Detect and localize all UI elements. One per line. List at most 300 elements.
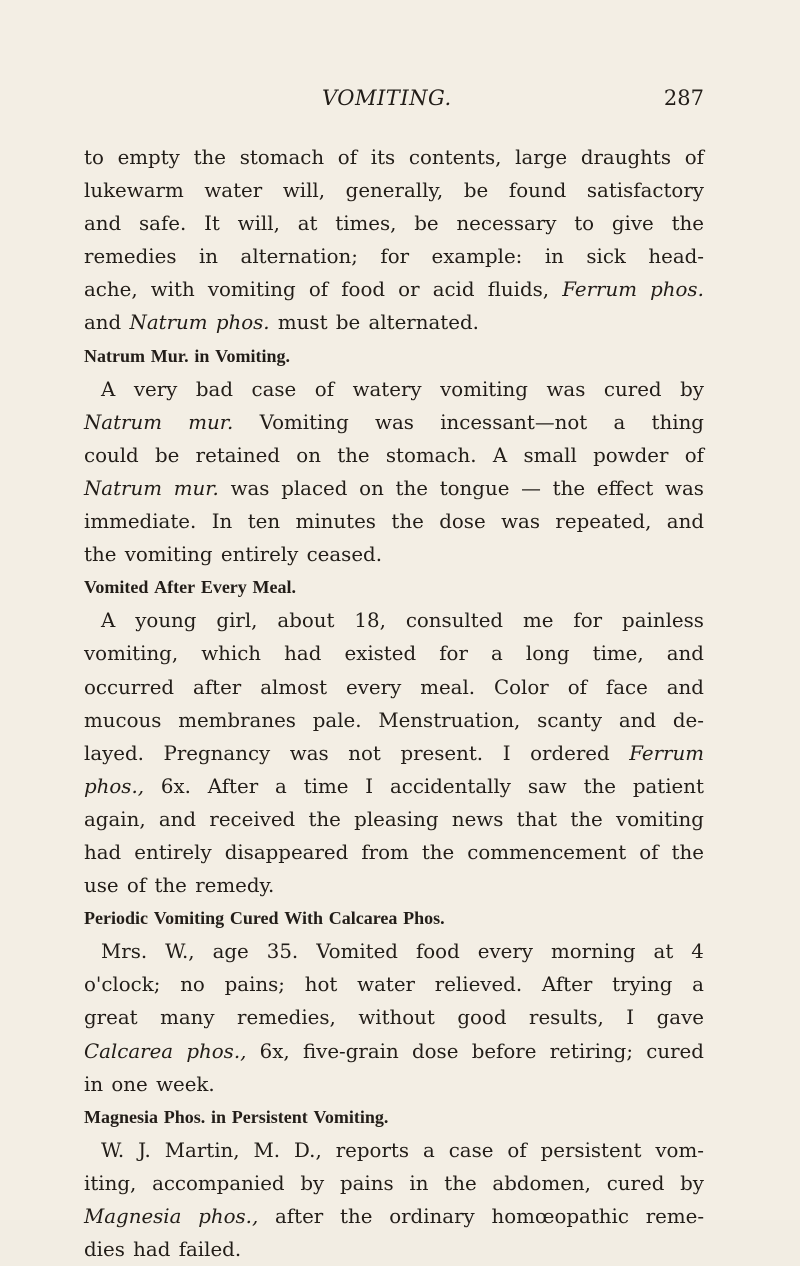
word: scanty	[537, 708, 603, 732]
word: a	[692, 973, 704, 997]
word: week.	[156, 1072, 215, 1096]
text-line	[84, 306, 704, 339]
word: young	[135, 609, 197, 633]
running-title: VOMITING.	[322, 86, 452, 110]
word: great	[84, 1006, 138, 1030]
word: phos.	[650, 278, 704, 302]
word: necessary	[456, 212, 557, 236]
word: the	[552, 476, 586, 500]
text-line	[84, 1134, 704, 1167]
word: watery	[352, 377, 422, 401]
word: time,	[592, 642, 644, 666]
word: Natrum	[129, 311, 208, 335]
word: Cured	[229, 908, 279, 929]
word: Mur.	[150, 345, 189, 366]
word: After	[154, 577, 196, 598]
word: vomiting	[616, 807, 704, 831]
word: case	[448, 1138, 494, 1162]
word: of	[126, 874, 147, 898]
word: of	[684, 443, 704, 467]
word: homœopathic	[491, 1205, 629, 1228]
word: by	[680, 1171, 704, 1195]
word: A	[492, 443, 508, 467]
page-header	[84, 86, 704, 116]
word: painless	[622, 609, 704, 633]
word: accompanied	[152, 1171, 285, 1195]
word: Natrum	[84, 410, 163, 434]
word: that	[516, 807, 558, 831]
word: of	[567, 675, 587, 699]
word: good	[457, 1006, 507, 1030]
word: effect	[596, 476, 654, 500]
word: time	[303, 774, 349, 798]
word: Magnesia	[84, 1106, 158, 1127]
word: disappeared	[224, 840, 349, 864]
word: fluids,	[487, 278, 550, 302]
word: pains	[339, 1171, 394, 1195]
word: must	[277, 311, 328, 335]
word: Calcarea	[84, 1039, 174, 1063]
word: many	[160, 1006, 215, 1030]
word: by	[680, 377, 704, 401]
word: to	[574, 212, 595, 236]
word: pleasing	[354, 807, 439, 831]
word: generally,	[345, 179, 444, 203]
word: 4	[691, 940, 704, 964]
word: 18,	[354, 609, 386, 633]
word: I	[502, 741, 511, 765]
word: a	[422, 1138, 435, 1162]
word: acid	[432, 278, 475, 302]
word: remedies,	[237, 1006, 336, 1030]
word: safe.	[139, 212, 187, 236]
word: received	[209, 807, 296, 831]
word: Color	[494, 675, 549, 699]
word: every	[477, 940, 533, 964]
word: and	[618, 708, 657, 732]
text-line	[84, 737, 704, 770]
text-line	[84, 141, 704, 174]
text-line	[84, 869, 704, 902]
word: thing	[651, 410, 704, 434]
word: sick	[586, 245, 626, 269]
word: news	[451, 807, 504, 831]
word: With	[284, 908, 323, 929]
page-number: 287	[663, 86, 704, 110]
word: was	[375, 410, 414, 434]
text-line	[84, 439, 704, 472]
word: Ferrum	[629, 741, 704, 765]
word: remedies	[84, 245, 177, 269]
word: example:	[431, 245, 523, 269]
word: be	[414, 212, 439, 236]
text-line	[84, 174, 704, 207]
word: face	[605, 675, 648, 699]
word: which	[201, 642, 262, 666]
word: ceased.	[306, 543, 382, 567]
word: a	[275, 774, 287, 798]
text-line	[84, 836, 704, 869]
word: alternation;	[240, 245, 358, 269]
word: ten	[247, 510, 281, 534]
word: long	[525, 642, 570, 666]
word: vomiting	[440, 377, 528, 401]
word: J.	[138, 1138, 151, 1162]
word: and	[84, 212, 122, 236]
word: ordinary	[389, 1205, 475, 1228]
word: reports	[335, 1138, 410, 1162]
word: the	[340, 1205, 373, 1228]
word: of	[507, 1138, 527, 1162]
word: Martin,	[164, 1138, 240, 1162]
word: immediate.	[84, 510, 197, 534]
word: from	[361, 840, 409, 864]
word: lukewarm	[84, 179, 184, 203]
word: mur.	[173, 476, 219, 500]
word: iting,	[84, 1171, 137, 1195]
word: Phos.	[403, 908, 445, 929]
word: contents,	[408, 146, 502, 169]
word: I	[626, 1006, 635, 1030]
word: a	[491, 642, 503, 666]
word: Calcarea	[328, 908, 398, 929]
word: will,	[282, 179, 326, 203]
word: one	[111, 1072, 148, 1096]
word: bad	[195, 377, 233, 401]
word: a	[613, 410, 626, 434]
word: commencement	[467, 840, 627, 864]
word: its	[370, 146, 396, 169]
word: 35.	[266, 940, 299, 964]
word: will,	[237, 212, 280, 236]
word: me	[523, 609, 554, 633]
word: vom-	[655, 1138, 704, 1162]
word: small	[523, 443, 577, 467]
word: food	[415, 940, 460, 964]
word: A	[101, 377, 116, 401]
word: the	[395, 476, 428, 500]
word: After	[207, 774, 259, 798]
word: be	[155, 443, 180, 467]
word: after	[275, 1205, 324, 1228]
word: Vomiting	[153, 908, 225, 929]
word: in	[198, 245, 219, 269]
word: not	[348, 741, 381, 765]
word: give	[611, 212, 654, 236]
word: Menstruation,	[378, 708, 521, 732]
word: the	[84, 543, 117, 567]
text-line	[84, 406, 704, 439]
word: accidentally	[389, 774, 511, 798]
word: dose	[439, 510, 486, 534]
word: remedy.	[195, 874, 275, 898]
word: very	[133, 377, 178, 401]
word: placed	[281, 476, 348, 500]
text-line	[84, 505, 704, 538]
word: A	[101, 609, 116, 633]
section-heading	[84, 571, 704, 604]
word: before	[471, 1039, 537, 1063]
word: use	[84, 874, 119, 898]
word: at	[653, 940, 674, 964]
text-line	[84, 1001, 704, 1034]
word: in	[194, 345, 210, 366]
word: the	[193, 146, 226, 169]
word: Mrs.	[101, 940, 148, 964]
word: be	[335, 311, 361, 335]
word: saw	[527, 774, 567, 798]
word: occurred	[84, 675, 175, 699]
word: the	[421, 840, 455, 864]
word: 6x,	[259, 1039, 290, 1063]
word: age	[212, 940, 249, 964]
word: mucous	[84, 708, 162, 732]
word: times,	[335, 212, 397, 236]
word: minutes	[295, 510, 376, 534]
word: at	[297, 212, 318, 236]
word: relieved.	[434, 973, 523, 997]
word: membranes	[178, 708, 296, 732]
word: for	[573, 609, 603, 633]
word: incessant—not	[440, 410, 588, 434]
word: Vomited	[316, 940, 398, 964]
word: Vomiting	[259, 410, 349, 434]
word: dies	[84, 1238, 125, 1262]
word: vomiting	[124, 543, 213, 567]
word: and	[666, 642, 704, 666]
word: pale.	[312, 708, 362, 732]
word: and	[666, 675, 704, 699]
word: had	[284, 642, 322, 666]
word: phos.,	[198, 1205, 259, 1228]
word: water	[204, 179, 263, 203]
word: ache,	[84, 278, 138, 302]
word: 6x.	[160, 774, 191, 798]
text-line	[84, 770, 704, 803]
word: Every	[200, 577, 247, 598]
word: after	[193, 675, 242, 699]
word: After	[541, 973, 593, 997]
word: in	[211, 1106, 227, 1127]
word: about	[277, 609, 335, 633]
word: was	[665, 476, 704, 500]
word: reme-	[645, 1205, 704, 1228]
word: —	[521, 476, 541, 500]
word: empty	[117, 146, 180, 169]
word: patient	[632, 774, 704, 798]
text-line	[84, 968, 704, 1001]
word: for	[439, 642, 468, 666]
word: D.,	[294, 1138, 322, 1162]
word: powder	[593, 443, 669, 467]
text-line	[84, 1233, 704, 1266]
word: Phos.	[163, 1106, 206, 1127]
word: Natrum	[84, 345, 145, 366]
word: again,	[84, 807, 146, 831]
word: in	[409, 1171, 429, 1195]
section-heading	[84, 1101, 704, 1134]
word: cured	[606, 1171, 665, 1195]
word: morning	[550, 940, 636, 964]
word: Vomiting.	[313, 1106, 389, 1127]
word: and	[666, 510, 704, 534]
word: in	[84, 1072, 104, 1096]
word: o'clock;	[84, 973, 161, 997]
word: of	[308, 278, 329, 302]
word: of	[639, 840, 659, 864]
word: tongue	[439, 476, 510, 500]
word: entirely	[220, 543, 299, 567]
text-line	[84, 1035, 704, 1068]
word: persistent	[540, 1138, 642, 1162]
word: for	[380, 245, 410, 269]
word: the	[154, 874, 187, 898]
word: Meal.	[252, 577, 297, 598]
word: to	[84, 146, 104, 169]
text-line	[84, 803, 704, 836]
word: phos.,	[186, 1039, 247, 1063]
word: found	[508, 179, 567, 203]
text-line	[84, 373, 704, 406]
word: had	[133, 1238, 171, 1262]
word: by	[300, 1171, 325, 1195]
word: Ferrum	[562, 278, 637, 302]
word: present.	[400, 741, 484, 765]
text-line	[84, 935, 704, 968]
word: the	[337, 443, 370, 467]
word: on	[296, 443, 321, 467]
word: on	[359, 476, 384, 500]
text-line	[84, 472, 704, 505]
word: meal.	[420, 675, 476, 699]
word: every	[346, 675, 402, 699]
word: case	[251, 377, 297, 401]
word: in	[544, 245, 564, 269]
word: Vomiting.	[215, 345, 290, 366]
word: the	[570, 807, 603, 831]
word: large	[515, 146, 568, 169]
word: In	[211, 510, 233, 534]
word: of	[314, 377, 335, 401]
word: existed	[344, 642, 417, 666]
word: de-	[672, 708, 704, 732]
word: repeated,	[555, 510, 652, 534]
text-line	[84, 637, 704, 670]
section-heading	[84, 902, 704, 935]
word: be	[463, 179, 489, 203]
word: no	[180, 973, 205, 997]
text-line	[84, 273, 704, 306]
text-line	[84, 1167, 704, 1200]
word: mur.	[188, 410, 234, 434]
word: ordered	[530, 741, 610, 765]
word: was	[501, 510, 540, 534]
word: or	[398, 278, 420, 302]
word: and	[158, 807, 197, 831]
word: layed.	[84, 741, 144, 765]
word: abdomen,	[492, 1171, 591, 1195]
word: retained	[195, 443, 280, 467]
word: the	[583, 774, 616, 798]
word: without	[358, 1006, 435, 1030]
word: the	[671, 212, 704, 236]
body-text	[84, 141, 704, 1266]
word: hot	[304, 973, 338, 997]
word: Magnesia	[84, 1205, 182, 1228]
word: results,	[529, 1006, 604, 1030]
word: retiring;	[549, 1039, 634, 1063]
word: W.,	[165, 940, 195, 964]
text-line	[84, 671, 704, 704]
text-line	[84, 1068, 704, 1101]
word: vomiting	[207, 278, 296, 302]
word: dose	[411, 1039, 459, 1063]
word: alternated.	[368, 311, 479, 335]
word: gave	[656, 1006, 704, 1030]
word: Pregnancy	[163, 741, 271, 765]
word: of	[684, 146, 704, 169]
word: Vomited	[84, 577, 149, 598]
word: almost	[260, 675, 328, 699]
word: Natrum	[84, 476, 163, 500]
word: trying	[612, 973, 673, 997]
word: cured	[603, 377, 662, 401]
word: phos.,	[84, 774, 145, 798]
word: It	[204, 212, 220, 236]
word: Persistent	[231, 1106, 308, 1127]
word: phos.	[215, 311, 270, 335]
word: could	[84, 443, 139, 467]
word: I	[365, 774, 374, 798]
word: and	[84, 311, 122, 335]
word: stomach	[239, 146, 325, 169]
text-line	[84, 538, 704, 571]
word: the	[444, 1171, 477, 1195]
word: consulted	[405, 609, 504, 633]
word: with	[150, 278, 195, 302]
word: satisfactory	[586, 179, 704, 203]
word: the	[391, 510, 424, 534]
word: head-	[648, 245, 704, 269]
word: was	[289, 741, 329, 765]
word: of	[337, 146, 358, 169]
word: failed.	[178, 1238, 242, 1262]
word: vomiting,	[84, 642, 179, 666]
word: M.	[253, 1138, 281, 1162]
word: the	[671, 840, 704, 864]
word: W.	[101, 1138, 125, 1162]
word: was	[230, 476, 270, 500]
word: food	[341, 278, 386, 302]
word: the	[308, 807, 341, 831]
word: five-grain	[302, 1039, 399, 1063]
section-heading	[84, 340, 704, 373]
word: water	[357, 973, 415, 997]
text-line	[84, 604, 704, 637]
word: had	[84, 840, 122, 864]
word: was	[546, 377, 586, 401]
word: pains;	[224, 973, 285, 997]
word: Periodic	[84, 908, 148, 929]
word: cured	[646, 1039, 704, 1063]
text-line	[84, 704, 704, 737]
text-line	[84, 207, 704, 240]
word: draughts	[580, 146, 671, 169]
word: entirely	[134, 840, 212, 864]
text-line	[84, 240, 704, 273]
word: stomach.	[385, 443, 477, 467]
word: girl,	[216, 609, 258, 633]
